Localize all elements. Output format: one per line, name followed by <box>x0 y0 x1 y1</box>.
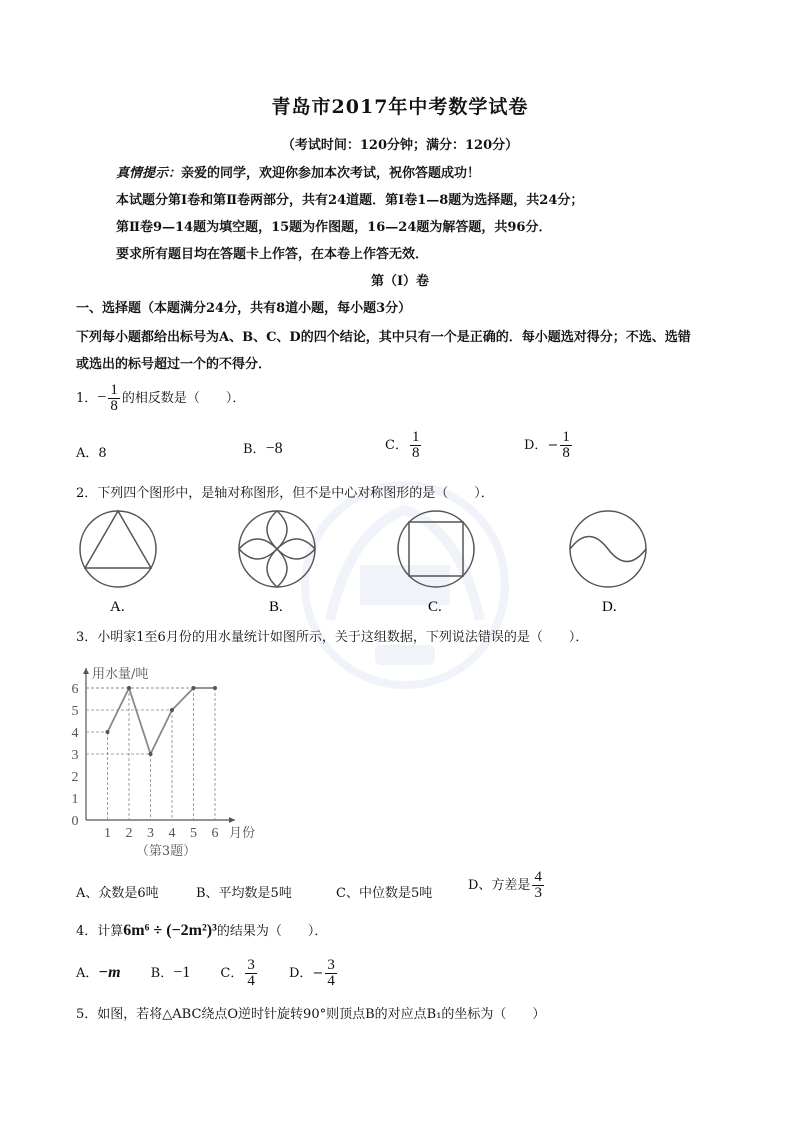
y-tick-label: 0 <box>71 814 79 829</box>
q1-c-num: 1 <box>411 429 420 445</box>
q4-c-num: 3 <box>247 957 255 973</box>
q4-option-a-value: −m <box>98 964 121 981</box>
q4-d-den: 4 <box>327 973 335 989</box>
hint-text: 亲爱的同学，欢迎你参加本次考试，祝你答题成功！ <box>181 166 481 181</box>
q1-option-c-fraction <box>410 430 422 461</box>
x-tick-label: 2 <box>125 826 133 841</box>
q4-option-d-label: D． <box>289 966 313 981</box>
water-usage-chart <box>66 648 276 863</box>
q4-stem-pre: 4．计算 <box>76 924 124 939</box>
question-1-stem <box>76 383 245 414</box>
q1-option-b <box>243 438 283 458</box>
q1-minus: − <box>97 389 107 406</box>
q1-fraction <box>108 383 120 414</box>
q4-c-den: 4 <box>247 973 255 989</box>
x-tick-label: 3 <box>147 826 154 841</box>
question-2-stem: 2．下列四个图形中，是轴对称图形，但不是中心对称图形的是（ ）． <box>76 486 494 501</box>
part-label: 第（Ⅰ）卷 <box>370 274 430 289</box>
q3-option-d-text: D、方差是 <box>468 878 531 893</box>
data-point <box>106 730 110 734</box>
hint-label: 真情提示： <box>116 166 182 181</box>
q3-option-d-fraction <box>532 870 544 901</box>
page-title: 青岛市2017年中考数学试卷 <box>271 96 529 118</box>
figure-a-label: A. <box>110 599 125 615</box>
q1-option-b-value: −8 <box>265 440 283 457</box>
figure-d-circle-s-curve <box>570 511 646 587</box>
x-tick-label: 5 <box>190 826 197 841</box>
q4-option-c-label: C． <box>220 966 244 981</box>
section-instructions-2: 或选出的标号超过一个的不得分． <box>76 357 272 372</box>
q3-option-d <box>468 870 546 901</box>
question-3-stem: 3．小明家1至6月份的用水量统计如图所示，关于这组数据，下列说法错误的是（ ）． <box>76 630 589 645</box>
q1-c-den: 8 <box>411 445 420 461</box>
q3-d-den: 3 <box>534 885 542 901</box>
x-axis-arrow <box>229 817 235 823</box>
q4-d-num: 3 <box>327 957 335 973</box>
intro-line-2: 第Ⅱ卷9—14题为填空题，15题为作图题，16—24题为解答题，共96分． <box>116 220 552 235</box>
section-heading: 一、选择题（本题满分24分，共有8道小题，每小题3分） <box>76 301 412 316</box>
q1-option-a: A．8 <box>76 446 107 461</box>
q1-d-minus: − <box>547 438 559 453</box>
q3-option-a: A、众数是6吨 <box>76 886 159 901</box>
q1-denominator: 8 <box>110 398 118 414</box>
y-tick-label: 3 <box>71 748 79 763</box>
figure-a-circle-triangle <box>80 511 156 587</box>
q1-option-d-label: D． <box>524 438 548 453</box>
q4-option-b-label: B． <box>150 966 174 981</box>
q1-numerator: 1 <box>110 382 118 398</box>
figure-d-label: D. <box>602 599 617 615</box>
data-point <box>192 686 196 690</box>
y-axis-label: 用水量/吨 <box>92 667 149 682</box>
y-tick-label: 2 <box>71 770 79 785</box>
y-tick-label: 6 <box>71 682 79 697</box>
exam-meta: （考试时间：120分钟；满分：120分） <box>281 138 519 153</box>
q4-options <box>76 958 339 989</box>
q1-option-d <box>524 430 574 461</box>
data-point <box>127 686 131 690</box>
q1-option-b-label: B． <box>243 442 266 457</box>
y-tick-label: 4 <box>71 726 79 741</box>
figure-c-circle-square <box>398 511 474 587</box>
q4-option-a-label: A． <box>76 966 99 981</box>
figure-b-circle-petals <box>239 511 315 587</box>
q1-d-den: 8 <box>562 445 570 461</box>
series-line <box>108 688 216 754</box>
question-5-stem: 5．如图，若将△ABC绕点O逆时针旋转90°则顶点B的对应点B₁的坐标为（ ） <box>76 1007 546 1022</box>
figure-c-label: C. <box>428 599 442 615</box>
figure-b-label: B. <box>269 599 283 615</box>
x-tick-label: 4 <box>168 826 176 841</box>
data-point <box>213 686 217 690</box>
q1-option-c-label: C． <box>385 438 408 453</box>
x-axis-label: 月份 <box>229 826 256 841</box>
x-tick-label: 6 <box>211 826 219 841</box>
q2-figures <box>70 506 750 636</box>
q4-expression: 6m⁶ ÷ (−2m²)³ <box>123 922 217 939</box>
section-instructions-1: 下列每小题都给出标号为A、B、C、D的四个结论，其中只有一个是正确的．每小题选对得分；不选、选错 <box>76 330 691 345</box>
intro-line-1: 本试题分第Ⅰ卷和第Ⅱ卷两部分，共有24道题．第Ⅰ卷1—8题为选择题，共24分； <box>116 193 584 208</box>
y-tick-label: 5 <box>71 704 79 719</box>
q1-d-num: 1 <box>562 429 570 445</box>
question-4-stem <box>76 920 327 940</box>
hint-line <box>116 162 480 181</box>
q1-stem-tail: 的相反数是（ ）． <box>121 391 246 406</box>
q3-d-num: 4 <box>534 869 542 885</box>
y-tick-label: 1 <box>71 792 79 807</box>
data-point <box>149 752 153 756</box>
q1-number: 1． <box>76 391 98 406</box>
q4-option-d-fraction <box>325 958 337 989</box>
chart-caption: （第3题） <box>135 844 197 859</box>
q4-d-minus: − <box>312 966 324 981</box>
x-tick-label: 1 <box>104 826 111 841</box>
q4-option-b-value: −1 <box>173 964 191 981</box>
q1-option-c <box>385 430 423 461</box>
y-axis-arrow <box>83 668 89 674</box>
data-point <box>170 708 174 712</box>
q4-option-c-fraction <box>245 958 257 989</box>
intro-line-3: 要求所有题目均在答题卡上作答，在本卷上作答无效． <box>116 247 429 262</box>
q3-option-b: B、平均数是5吨 <box>196 886 292 901</box>
q1-option-d-fraction <box>560 430 572 461</box>
q3-option-c: C、中位数是5吨 <box>336 886 433 901</box>
q4-stem-tail: 的结果为（ ）． <box>216 924 328 939</box>
